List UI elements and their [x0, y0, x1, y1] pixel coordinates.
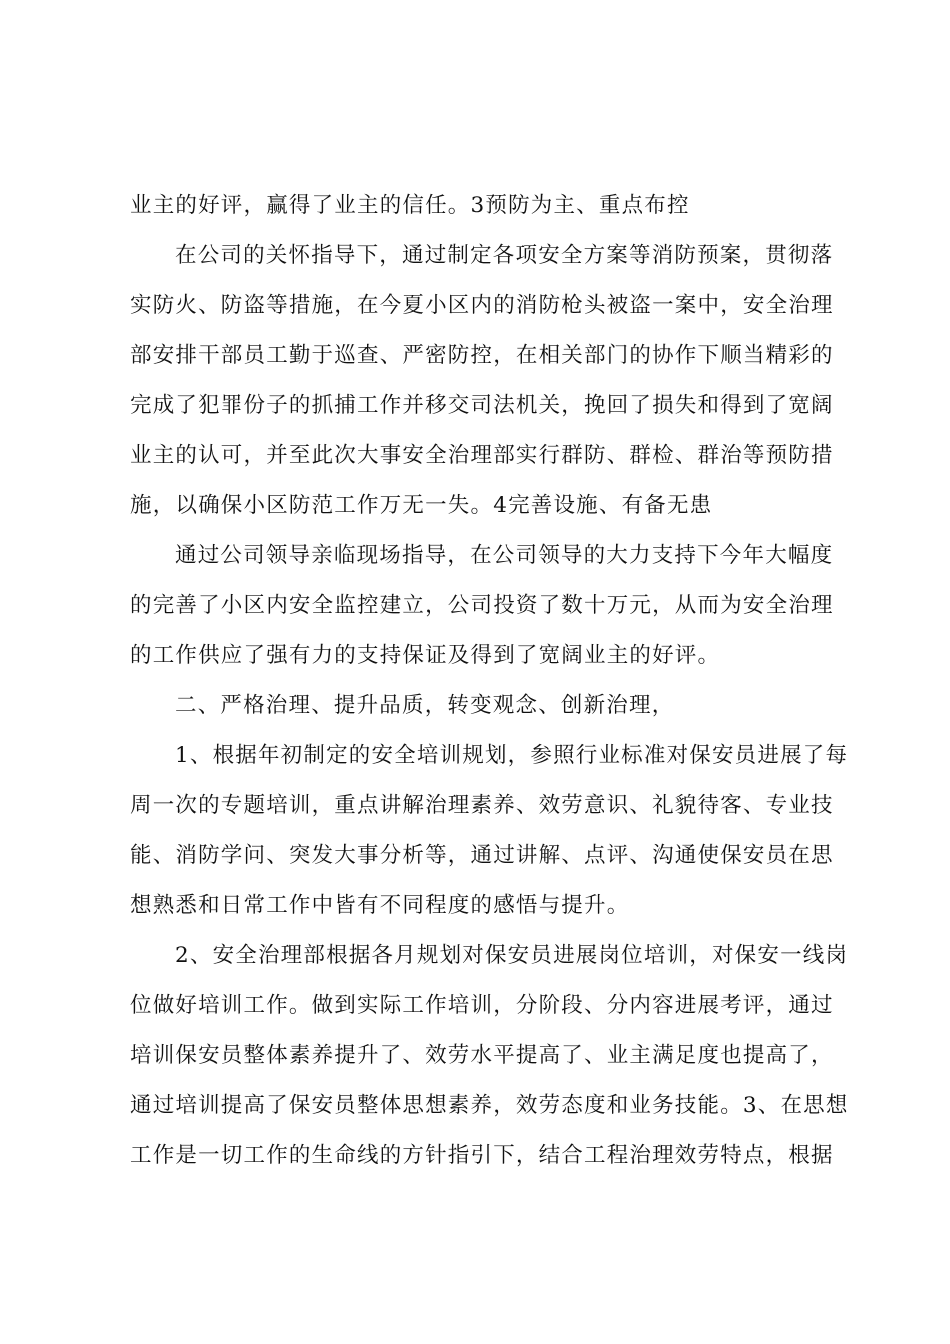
paragraph-start: 1、根据年初制定的安全培训规划，参照行业标准对保安员进展了每: [175, 743, 849, 768]
paragraph-start: 在公司的关怀指导下，通过制定各项安全方案等消防预案，贯彻落: [175, 243, 834, 268]
paragraph-start: 2、安全治理部根据各月规划对保安员进展岗位培训，对保安一线岗: [175, 943, 849, 968]
text-line: 实防火、防盗等措施，在今夏小区内的消防枪头被盗一案中，安全治理: [130, 293, 834, 318]
text-line: 的工作供应了强有力的支持保证及得到了宽阔业主的好评。: [130, 643, 721, 668]
text-line: 周一次的专题培训，重点讲解治理素养、效劳意识、礼貌待客、专业技: [130, 793, 834, 818]
text-line: 业主的认可，并至此次大事安全治理部实行群防、群检、群治等预防措: [130, 443, 834, 468]
section-heading: 二、严格治理、提升品质，转变观念、创新治理，: [175, 693, 675, 718]
paragraph-start: 通过公司领导亲临现场指导，在公司领导的大力支持下今年大幅度: [175, 543, 834, 568]
text-line: 培训保安员整体素养提升了、效劳水平提高了、业主满足度也提高了，: [130, 1043, 834, 1068]
text-line: 施，以确保小区防范工作万无一失。4完善设施、有备无患: [130, 493, 713, 518]
text-line: 工作是一切工作的生命线的方针指引下，结合工程治理效劳特点，根据: [130, 1143, 834, 1168]
text-line: 业主的好评，赢得了业主的信任。3预防为主、重点布控: [130, 193, 690, 218]
text-line: 完成了犯罪份子的抓捕工作并移交司法机关，挽回了损失和得到了宽阔: [130, 393, 834, 418]
text-line: 的完善了小区内安全监控建立，公司投资了数十万元，从而为安全治理: [130, 593, 834, 618]
text-line: 通过培训提高了保安员整体思想素养，效劳态度和业务技能。3、在思想: [130, 1093, 849, 1118]
text-line: 位做好培训工作。做到实际工作培训，分阶段、分内容进展考评，通过: [130, 993, 834, 1018]
text-line: 部安排干部员工勤于巡查、严密防控，在相关部门的协作下顺当精彩的: [130, 343, 834, 368]
text-line: 想熟悉和日常工作中皆有不同程度的感悟与提升。: [130, 893, 630, 918]
text-line: 能、消防学问、突发大事分析等，通过讲解、点评、沟通使保安员在思: [130, 843, 834, 868]
